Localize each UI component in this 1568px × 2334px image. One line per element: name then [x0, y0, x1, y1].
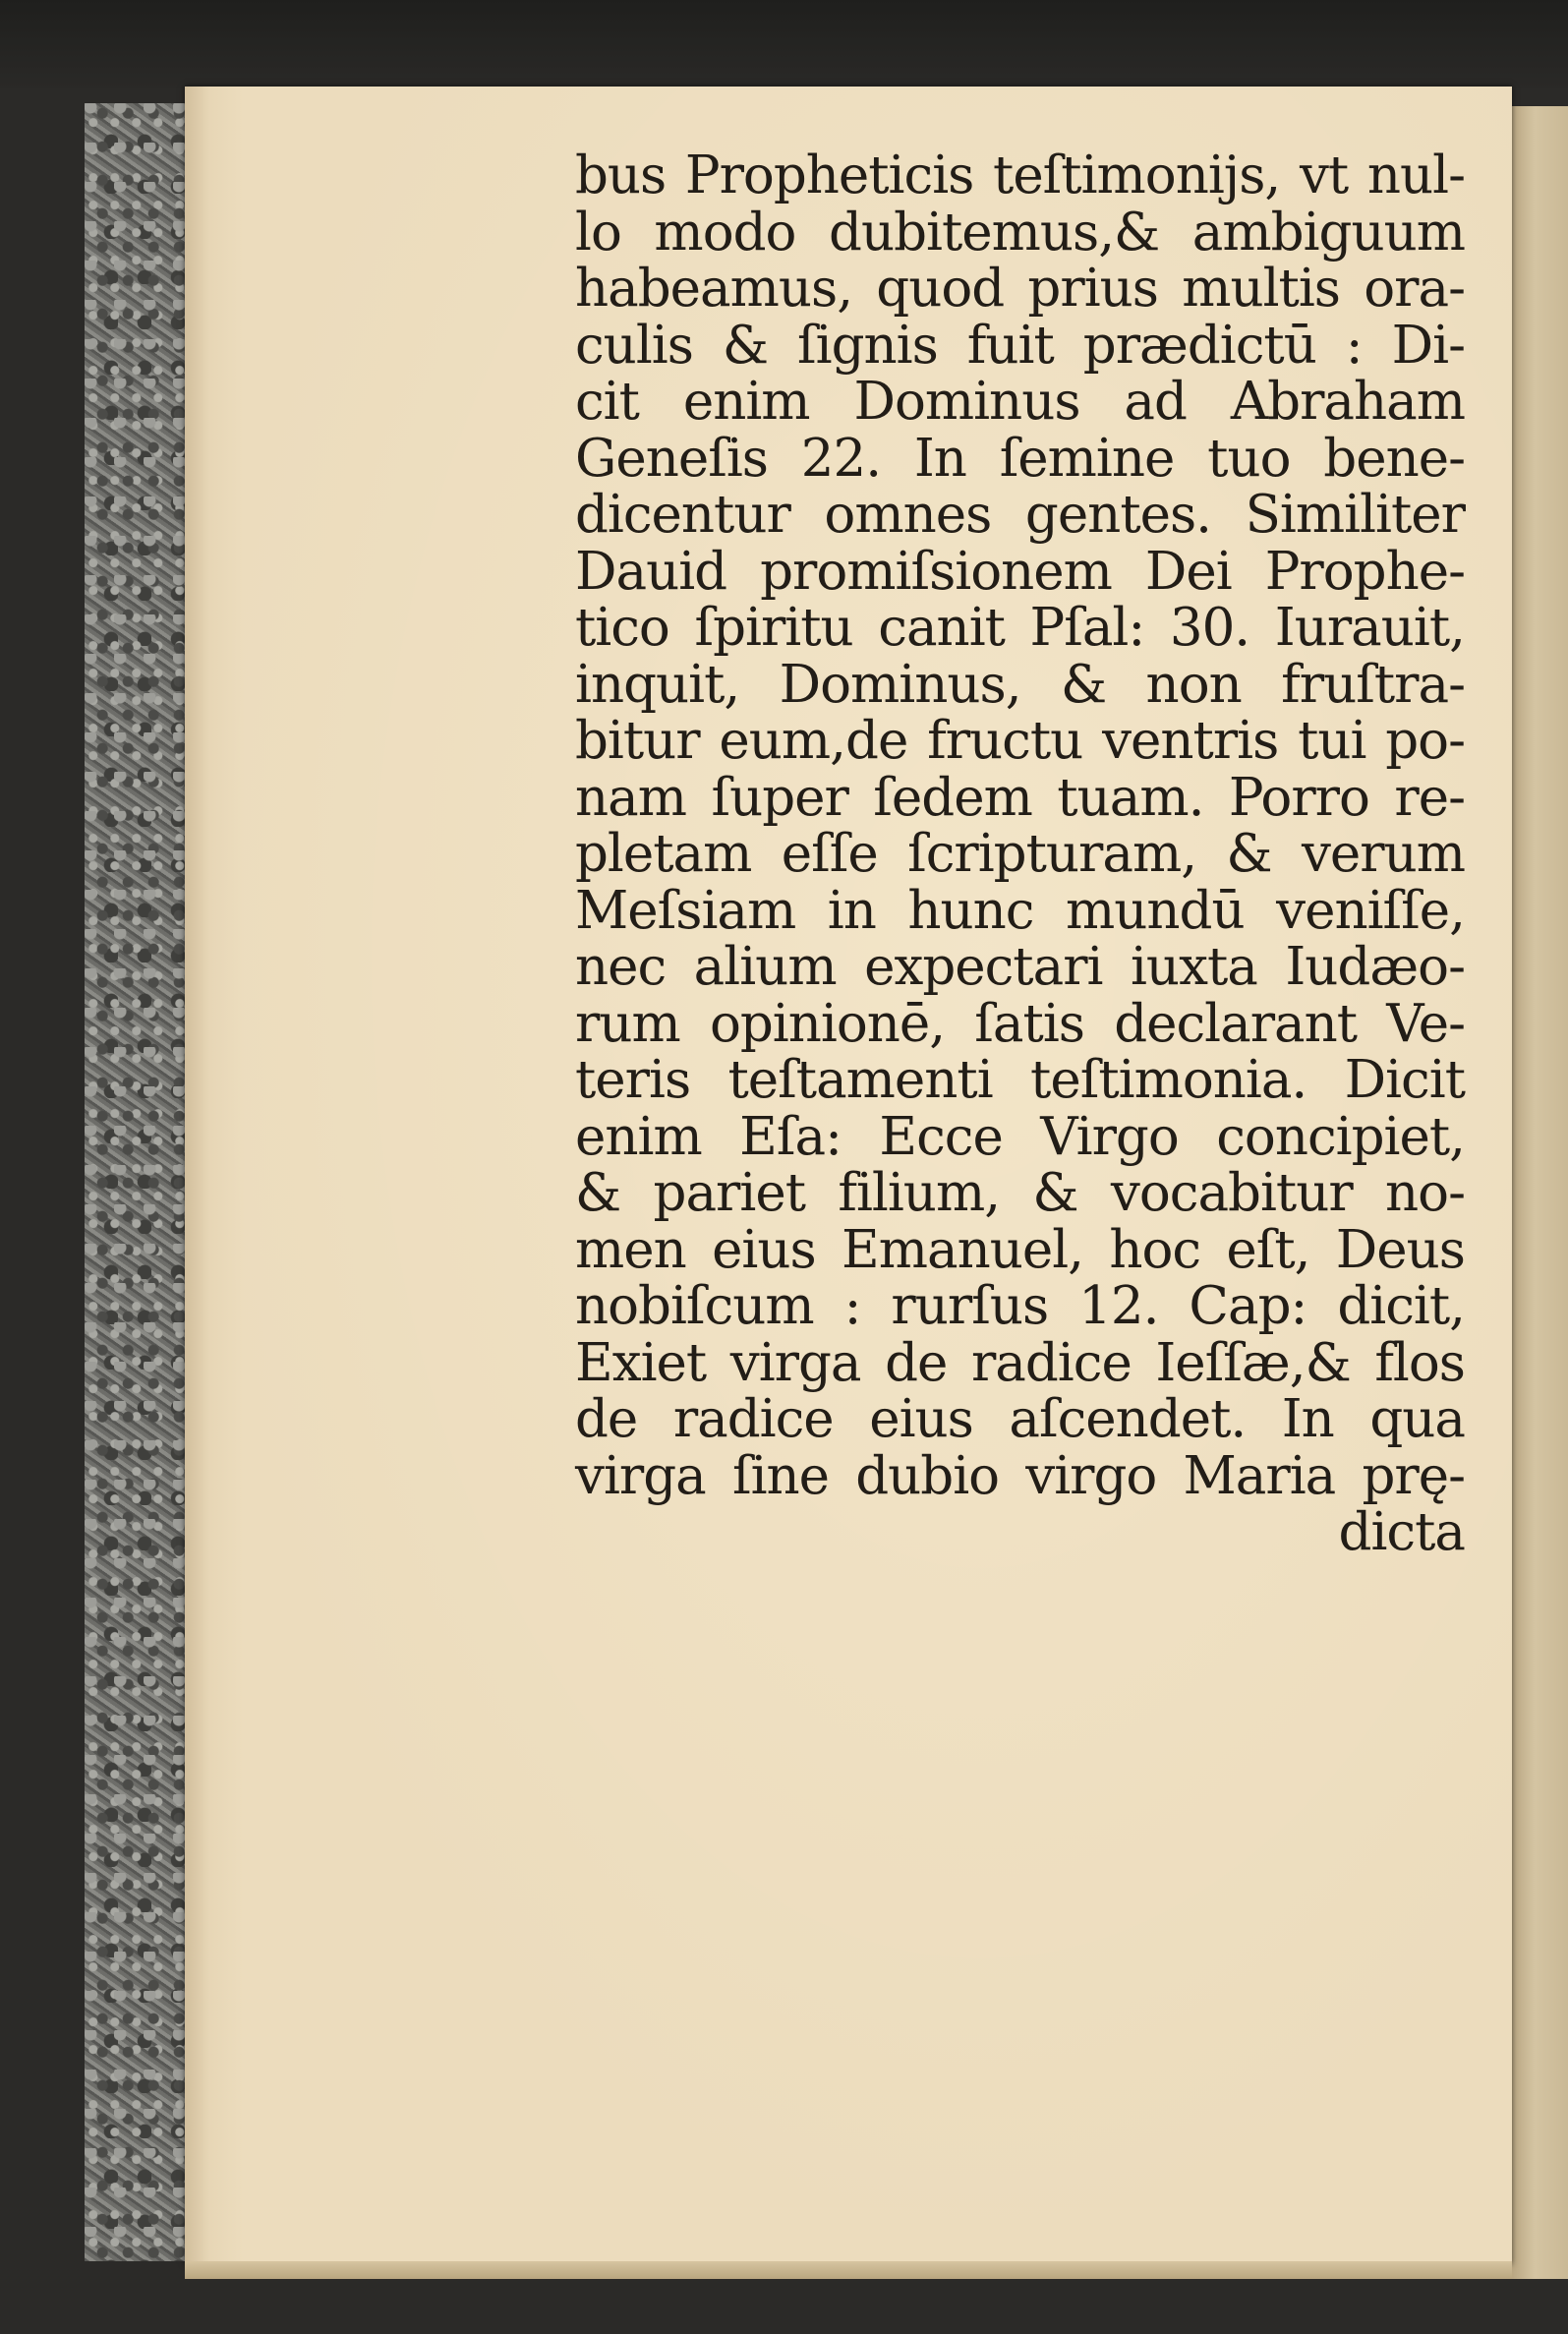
text-line: rum opinionē, ſatis declarant Ve- — [575, 993, 1465, 1054]
text-line: pletam eſſe ſcripturam, & verum — [575, 824, 1465, 884]
text-line: Geneſis 22. In ſemine tuo bene- — [575, 428, 1465, 489]
text-line: men eius Emanuel, hoc eſt, Deus — [575, 1219, 1465, 1280]
text-line: & pariet filium, & vocabitur no- — [575, 1163, 1465, 1223]
text-line: culis & ſignis fuit prædictū : Di- — [575, 315, 1465, 376]
catchword: dicta — [1338, 1502, 1465, 1562]
text-line: nobiſcum : rurſus 12. Cap: dicit, — [575, 1276, 1465, 1336]
text-line: teris teſtamenti teſtimonia. Dicit — [575, 1050, 1465, 1110]
text-block — [575, 147, 1465, 1561]
text-line: Meſsiam in hunc mundū veniſſe, — [575, 880, 1465, 941]
text-line: habeamus, quod prius multis ora- — [575, 259, 1465, 319]
text-line: virga ſine dubio virgo Maria prę- — [575, 1445, 1465, 1506]
text-line: inquit, Dominus, & non fruſtra- — [575, 654, 1465, 715]
text-line: bitur eum,de fructu ventris tui po- — [575, 711, 1465, 771]
text-line: nec alium expectari iuxta Iudæo- — [575, 937, 1465, 997]
text-line: enim Eſa: Ecce Virgo concipiet, — [575, 1106, 1465, 1167]
text-line: cit enim Dominus ad Abraham — [575, 372, 1465, 432]
text-line: Exiet virga de radice Ieſſæ,& flos — [575, 1332, 1465, 1393]
text-line: bus Propheticis teſtimonijs, vt nul- — [575, 146, 1465, 205]
marbled-cover-board — [85, 103, 190, 2261]
text-line: tico ſpiritu canit Pſal: 30. Iurauit, — [575, 598, 1465, 658]
text-line: dicentur omnes gentes. Similiter — [575, 485, 1465, 545]
text-line: Dauid promiſsionem Dei Prophe- — [575, 541, 1465, 602]
backdrop — [0, 0, 1568, 88]
page-stack-edge — [185, 2261, 1512, 2279]
text-line: de radice eius aſcendet. In qua — [575, 1389, 1465, 1449]
facing-page-edge — [1509, 106, 1568, 2279]
text-line: nam ſuper ſedem tuam. Porro re- — [575, 767, 1465, 828]
text-line: lo modo dubitemus,& ambiguum — [575, 202, 1465, 263]
